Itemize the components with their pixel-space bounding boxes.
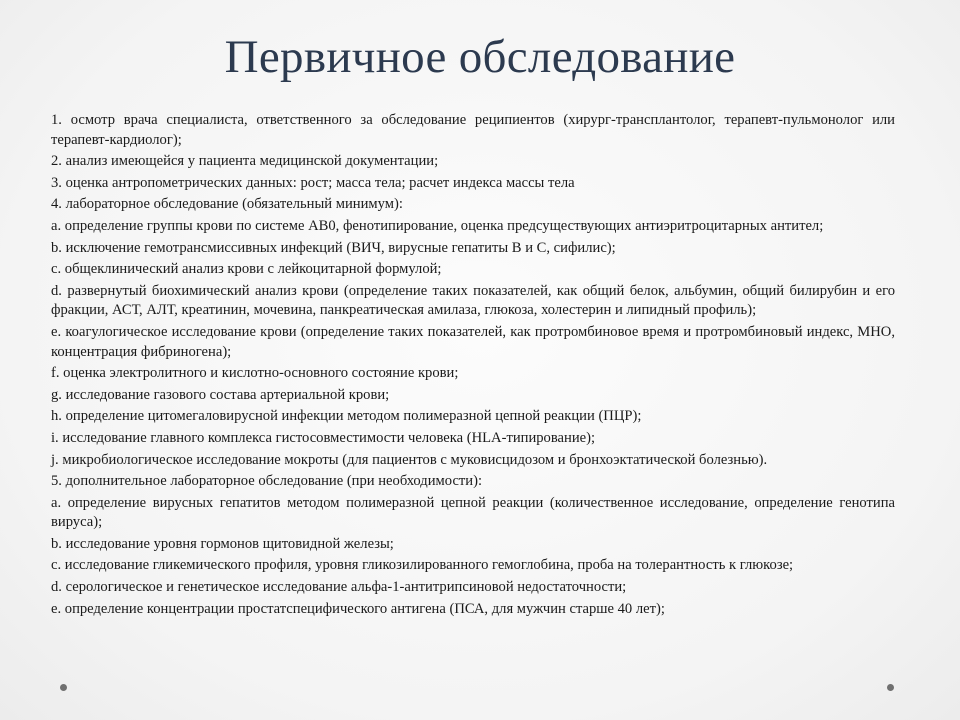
list-item-4a: a. определение группы крови по системе АВ0, фенотипирование, оценка предсуществующих антиэритроцитарных антител; (51, 217, 824, 234)
decorative-dot-icon (887, 684, 894, 691)
list-item-4g: g. исследование газового состава артериальной крови; (51, 386, 390, 403)
list-item-5c: c. исследование гликемического профиля, уровня гликозилированного гемоглобина, проба на толерантность к глюкозе; (51, 557, 794, 574)
list-item-4b: b. исключение гемотрансмиссивных инфекций (ВИЧ, вирусные гепатиты В и С, сифилис); (51, 239, 616, 256)
list-item-4i: i. исследование главного комплекса гистосовместимости человека (HLA-типирование); (51, 429, 596, 446)
list-item-5e: e. определение концентрации простатспецифического антигена (ПСА, для мужчин старше 40 лет); (51, 600, 665, 617)
page-title: Первичное обследование (224, 31, 736, 83)
list-item-4f: f. оценка электролитного и кислотно-основного состояние крови; (51, 365, 459, 382)
list-item-1: 1. осмотр врача специалиста, ответственного за обследование реципиентов (хирург-трансплантолог, терапевт-пульмонолог или терапевт-кардиолог); (51, 112, 895, 148)
list-item-4j: j. микробиологическое исследование мокроты (для пациентов с муковисцидозом и бронхоэктатической болезнью). (51, 451, 768, 468)
list-item-5a: a. определение вирусных гепатитов методом полимеразной цепной реакции (количественное исследование, определение генотипа вируса); (51, 494, 895, 531)
list-item-2: 2. анализ имеющейся у пациента медицинской документации; (51, 153, 439, 170)
list-item-4: 4. лабораторное обследование (обязательный минимум): (51, 196, 403, 213)
list-item-5: 5. дополнительное лабораторное обследование (при необходимости): (51, 473, 483, 490)
list-item-5b: b. исследование уровня гормонов щитовидной железы; (51, 535, 394, 552)
list-item-4e: e. коагулогическое исследование крови (определение таких показателей, как протромбиновое время и протромбиновый индекс, МНО, концентрация фибриногена); (51, 323, 895, 360)
list-item-4d: d. развернутый биохимический анализ крови (определение таких показателей, как общий белок, альбумин, общий билирубин и его фракции, АСТ, АЛТ, креатинин, мочевина, панкреатическая амилаза, глюкоза, холестерин и липидный профиль); (51, 282, 895, 319)
list-item-5d: d. серологическое и генетическое исследование альфа-1-антитрипсиновой недостаточности; (51, 579, 627, 596)
list-item-4c: c. общеклинический анализ крови с лейкоцитарной формулой; (51, 261, 442, 278)
content-list (51, 111, 895, 621)
decorative-dot-icon (60, 684, 67, 691)
list-item-3: 3. оценка антропометрических данных: рост; масса тела; расчет индекса массы тела (51, 174, 575, 191)
list-item-4h: h. определение цитомегаловирусной инфекции методом полимеразной цепной реакции (ПЦР); (51, 408, 642, 425)
